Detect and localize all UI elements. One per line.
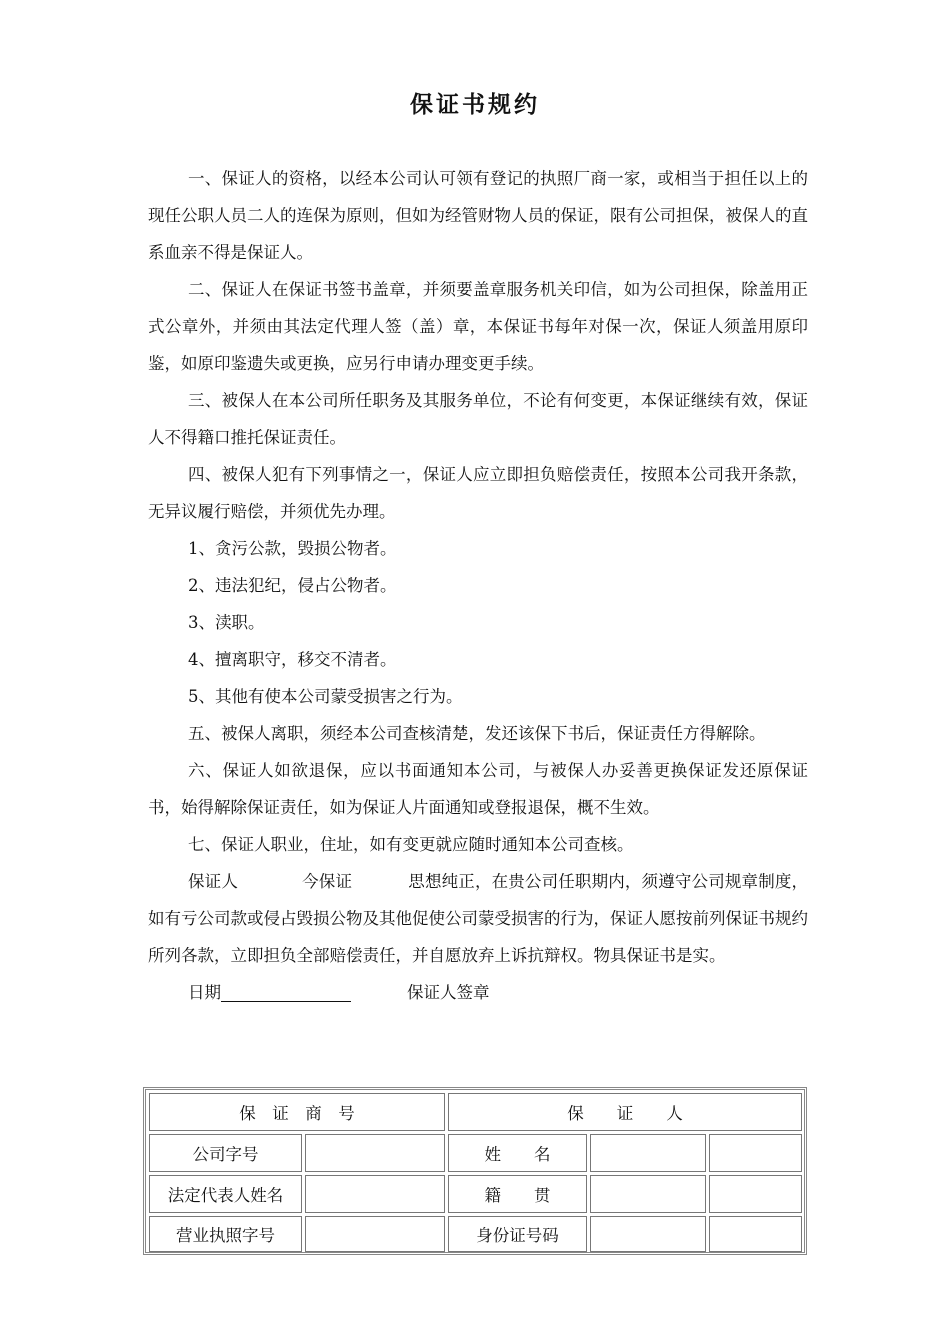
sub-item-2: 2、违法犯纪，侵占公物者。 xyxy=(188,576,397,595)
sign-line xyxy=(148,974,808,1011)
date-label: 日期 xyxy=(188,983,221,1002)
sub-item-1: 1、贪污公款，毁损公物者。 xyxy=(188,539,397,558)
field-person-name[interactable] xyxy=(590,1134,706,1172)
clause-3: 三、被保人在本公司所任职务及其服务单位，不论有何变更，本保证继续有效，保证人不得籍口推托保证责任。 xyxy=(148,391,808,447)
document-body xyxy=(148,160,808,1011)
guarantee-text: 思想纯正，在贵公司任职期内，须遵守公司规章制度，如有亏公司款或侵占毁损公物及其他促使公司蒙受损害的行为，保证人愿按前列保证书规约所列各款，立即担负全部赔偿责任，并自愿放弃上诉抗辩权。物具保证书是实。 xyxy=(148,872,809,965)
label-id-number: 身份证号码 xyxy=(448,1216,587,1252)
field-native-place[interactable] xyxy=(590,1175,706,1213)
guarantor-label: 保证人 xyxy=(188,872,238,891)
clause-6: 六、保证人如欲退保，应以书面通知本公司，与被保人办妥善更换保证发还原保证书，始得解除保证责任，如为保证人片面通知或登报退保，概不生效。 xyxy=(148,761,808,817)
clause-4: 四、被保人犯有下列事情之一，保证人应立即担负赔偿责任，按照本公司我开条款，无异议履行赔偿，并须优先办理。 xyxy=(148,465,808,521)
label-business-license: 营业执照字号 xyxy=(149,1216,302,1252)
now-guarantee-label: 今保证 xyxy=(301,872,353,891)
field-id-number[interactable] xyxy=(590,1216,706,1252)
header-guarantor-person: 保 证 人 xyxy=(448,1093,802,1131)
header-guarantor-company: 保 证 商 号 xyxy=(149,1093,445,1131)
label-native-place: 籍 贯 xyxy=(448,1175,587,1213)
label-company-name: 公司字号 xyxy=(149,1134,302,1172)
field-company-name[interactable] xyxy=(305,1134,445,1172)
sub-item-5: 5、其他有使本公司蒙受损害之行为。 xyxy=(188,687,463,706)
document-title: 保证书规约 xyxy=(410,91,540,118)
label-legal-representative: 法定代表人姓名 xyxy=(149,1175,302,1213)
guarantee-table xyxy=(143,1087,807,1255)
clause-1: 一、保证人的资格，以经本公司认可领有登记的执照厂商一家，或相当于担任以上的现任公职人员二人的连保为原则，但如为经管财物人员的保证，限有公司担保，被保人的直系血亲不得是保证人。 xyxy=(148,169,808,262)
clause-2: 二、保证人在保证书签书盖章，并须要盖章服务机关印信，如为公司担保，除盖用正式公章外，并须由其法定代理人签（盖）章，本保证书每年对保一次，保证人须盖用原印鉴，如原印鉴遗失或更换，应另行申请办理变更手续。 xyxy=(148,280,808,373)
label-person-name: 姓 名 xyxy=(448,1134,587,1172)
clause-5: 五、被保人离职，须经本公司查核清楚，发还该保下书后，保证责任方得解除。 xyxy=(188,724,766,743)
field-legal-representative[interactable] xyxy=(305,1175,445,1213)
date-blank[interactable] xyxy=(221,979,351,1002)
sub-item-3: 3、渎职。 xyxy=(188,613,265,632)
field-native-place-extra[interactable] xyxy=(709,1175,802,1213)
field-business-license[interactable] xyxy=(305,1216,445,1252)
field-person-name-extra[interactable] xyxy=(709,1134,802,1172)
guarantee-statement xyxy=(148,863,808,974)
signature-label: 保证人签章 xyxy=(407,983,490,1002)
field-id-number-extra[interactable] xyxy=(709,1216,802,1252)
clause-7: 七、保证人职业，住址，如有变更就应随时通知本公司查核。 xyxy=(188,835,634,854)
sub-item-4: 4、擅离职守，移交不清者。 xyxy=(188,650,397,669)
